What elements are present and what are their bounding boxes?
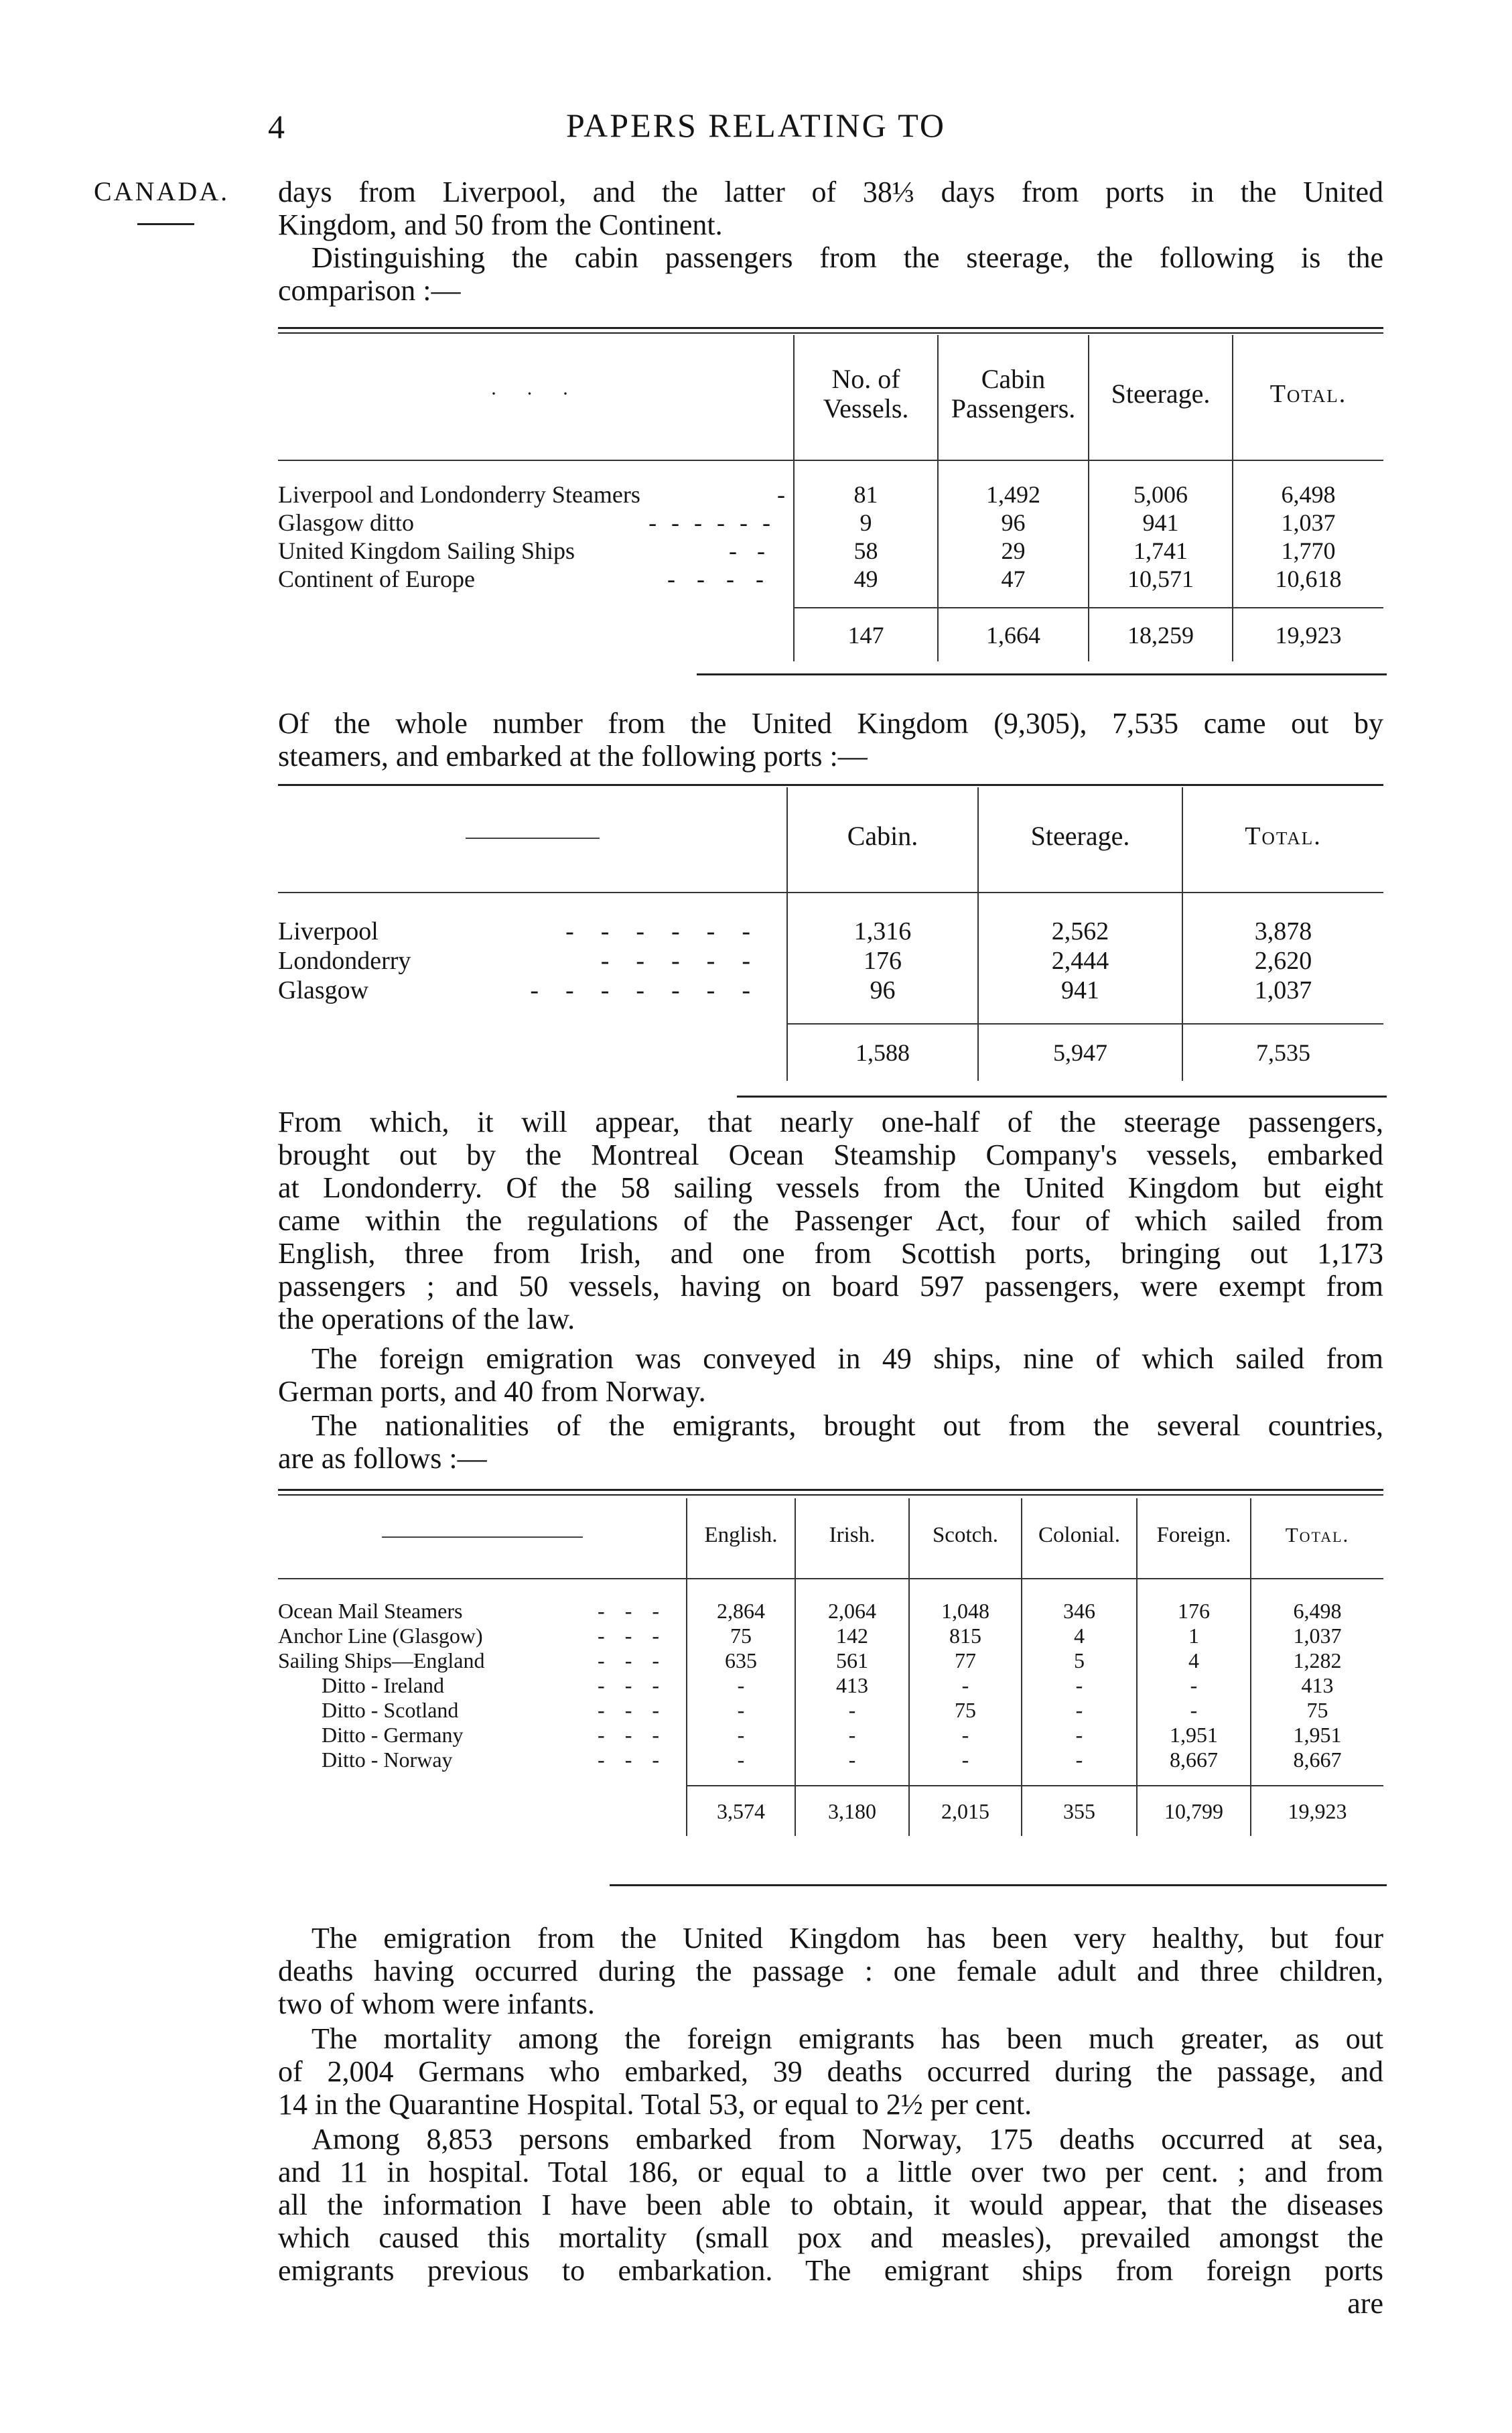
cell: - [687, 1698, 795, 1723]
text-line: Kingdom, and 50 from the Continent. [278, 208, 723, 241]
text-line: passengers ; and 50 vessels, having on board 597 passengers, were exempt from [278, 1270, 1383, 1303]
cell: 941 [1089, 509, 1233, 537]
table-row: United Kingdom Sailing Ships -- 58 29 1,741 1,770 [278, 537, 1383, 565]
row-label: Sailing Ships—England [278, 1648, 485, 1672]
cell: - [1022, 1748, 1137, 1772]
cell: 3,878 [1182, 917, 1383, 946]
cell: - [909, 1723, 1022, 1748]
cell: - [909, 1673, 1022, 1698]
cell: - [687, 1673, 795, 1698]
cell: 5,006 [1089, 480, 1233, 509]
total-cell: 7,535 [1182, 1024, 1383, 1081]
cell: - [1022, 1698, 1137, 1723]
cell: 75 [1251, 1698, 1383, 1723]
table3-col-total: Total. [1251, 1498, 1383, 1572]
cell: 2,064 [795, 1599, 909, 1624]
cell: 75 [909, 1698, 1022, 1723]
row-label: Londonderry [278, 947, 411, 975]
paragraph-2 [278, 707, 1383, 773]
row-label: Liverpool and Londonderry Steamers [278, 481, 640, 508]
cell: 1,316 [787, 917, 978, 946]
cell: 346 [1022, 1599, 1137, 1624]
table-row: Glasgow ditto ------ 9 96 941 1,037 [278, 509, 1383, 537]
table2-totals-row [278, 1024, 1383, 1081]
paragraph-4 [278, 1342, 1383, 1408]
table3-top-rule [278, 1489, 1383, 1491]
cell: 1,741 [1089, 537, 1233, 565]
text-line: The emigration from the United Kingdom has been very healthy, but four [312, 1922, 1383, 1955]
cell: 2,620 [1182, 946, 1383, 976]
table3-col-english: English. [687, 1498, 795, 1572]
cell: 6,498 [1233, 480, 1383, 509]
table3-totals-row [278, 1786, 1383, 1836]
table1-col-steerage: Steerage. [1089, 335, 1233, 452]
text-line: brought out by the Montreal Ocean Steamship Company's vessels, embarked [278, 1138, 1383, 1171]
cell: 75 [687, 1624, 795, 1648]
cell: 1,282 [1251, 1648, 1383, 1673]
cell: 58 [794, 537, 938, 565]
cell: 96 [787, 976, 978, 1005]
table1 [278, 335, 1383, 661]
margin-dash [137, 223, 194, 225]
row-label: Glasgow ditto [278, 509, 414, 536]
text-line: English, three from Irish, and one from Scottish ports, bringing out 1,173 [278, 1237, 1383, 1270]
text-line: of 2,004 Germans who embarked, 39 deaths occurred during the passage, and [278, 2055, 1383, 2088]
table1-bottom-rule [697, 673, 1387, 675]
cell: 10,571 [1089, 565, 1233, 593]
total-cell: 147 [794, 608, 938, 661]
table-row: Ditto - Scotland --- - - 75 - - 75 [278, 1698, 1383, 1723]
text-line: The nationalities of the emigrants, brought out from the several countries, [312, 1409, 1383, 1442]
row-label: United Kingdom Sailing Ships [278, 537, 575, 564]
paragraph-7 [278, 2022, 1383, 2121]
cell: 2,444 [978, 946, 1182, 976]
table-row: Ditto - Ireland --- - 413 - - - 413 [278, 1673, 1383, 1698]
table-row: Continent of Europe ---- 49 47 10,571 10,618 [278, 565, 1383, 593]
table-row: Anchor Line (Glasgow) --- 75 142 815 4 1 1,037 [278, 1624, 1383, 1648]
table2 [278, 787, 1383, 1081]
row-label: Liverpool [278, 917, 379, 945]
margin-label: CANADA. [94, 176, 230, 206]
table-row: Sailing Ships—England --- 635 561 77 5 4 1,282 [278, 1648, 1383, 1673]
table3-col-irish: Irish. [795, 1498, 909, 1572]
cell: 47 [938, 565, 1089, 593]
total-cell: 3,574 [687, 1786, 795, 1836]
row-label: Ditto - Scotland [322, 1698, 459, 1722]
table3-col-colonial: Colonial. [1022, 1498, 1137, 1572]
text-line: Distinguishing the cabin passengers from the steerage, the following is the [312, 241, 1383, 274]
row-label: Ditto - Germany [322, 1723, 464, 1747]
text-line: German ports, and 40 from Norway. [278, 1375, 706, 1408]
text-line: Among 8,853 persons embarked from Norway, 175 deaths occurred at sea, [312, 2123, 1383, 2156]
text-line: comparison :— [278, 274, 461, 307]
cell: 9 [794, 509, 938, 537]
text-line: From which, it will appear, that nearly one-half of the steerage passengers, [278, 1106, 1383, 1138]
text-line: at Londonderry. Of the 58 sailing vessels from the United Kingdom but eight [278, 1171, 1383, 1204]
table1-col-vessels: No. of Vessels. [794, 335, 938, 452]
cell: - [1022, 1723, 1137, 1748]
text-line: two of whom were infants. [278, 1987, 595, 2020]
text-line: which caused this mortality (small pox and measles), prevailed amongst the [278, 2221, 1383, 2254]
table1-col-cabin: Cabin Passengers. [938, 335, 1089, 452]
total-cell: 3,180 [795, 1786, 909, 1836]
paragraph-3 [278, 1106, 1383, 1335]
paragraph-6 [278, 1922, 1383, 2020]
cell: - [687, 1748, 795, 1772]
cell: - [795, 1698, 909, 1723]
table2-col-cabin: Cabin. [787, 787, 978, 884]
total-cell: 18,259 [1089, 608, 1233, 661]
cell: 413 [795, 1673, 909, 1698]
page-number: 4 [268, 108, 285, 145]
cell: 77 [909, 1648, 1022, 1673]
cell: 8,667 [1251, 1748, 1383, 1772]
text-line: all the information I have been able to obtain, it would appear, that the diseases [278, 2188, 1383, 2221]
cell: 6,498 [1251, 1599, 1383, 1624]
cell: 941 [978, 976, 1182, 1005]
cell: 4 [1022, 1624, 1137, 1648]
intro-paragraph [278, 176, 1383, 307]
text-line: came within the regulations of the Passenger Act, four of which sailed from [278, 1204, 1383, 1237]
cell: 1 [1137, 1624, 1251, 1648]
table3-header-row [278, 1498, 1383, 1572]
row-label: Anchor Line (Glasgow) [278, 1624, 483, 1648]
cell: - [909, 1748, 1022, 1772]
cell: 1,037 [1182, 976, 1383, 1005]
cell: 81 [794, 480, 938, 509]
catchword: are [1347, 2287, 1383, 2320]
cell: 49 [794, 565, 938, 593]
cell: 635 [687, 1648, 795, 1673]
table1-top-rule [278, 327, 1383, 329]
cell: 2,864 [687, 1599, 795, 1624]
total-cell: 19,923 [1233, 608, 1383, 661]
cell: - [1022, 1673, 1137, 1698]
text-line: and 11 in hospital. Total 186, or equal to a little over two per cent. ; and from [278, 2156, 1383, 2188]
table-row: Ditto - Norway --- - - - - 8,667 8,667 [278, 1748, 1383, 1772]
cell: 176 [787, 946, 978, 976]
total-cell: 5,947 [978, 1024, 1182, 1081]
cell: 1,037 [1251, 1624, 1383, 1648]
text-line: steamers, and embarked at the following ports :— [278, 740, 868, 773]
row-label: Ditto - Norway [322, 1748, 453, 1772]
table3-bottom-rule [610, 1884, 1387, 1886]
total-cell: 1,664 [938, 608, 1089, 661]
paragraph-5 [278, 1409, 1383, 1475]
row-label: Ocean Mail Steamers [278, 1599, 463, 1623]
row-label: Glasgow [278, 976, 369, 1004]
text-line: are as follows :— [278, 1442, 487, 1475]
cell: 96 [938, 509, 1089, 537]
total-cell: 1,588 [787, 1024, 978, 1081]
table-row: Ditto - Germany --- - - - - 1,951 1,951 [278, 1723, 1383, 1748]
cell: 1,037 [1233, 509, 1383, 537]
cell: - [795, 1723, 909, 1748]
text-line: 14 in the Quarantine Hospital. Total 53, or equal to 2½ per cent. [278, 2088, 1032, 2121]
table2-top-rule [278, 784, 1383, 786]
row-label: Ditto - Ireland [322, 1673, 445, 1697]
table2-col-steerage: Steerage. [978, 787, 1182, 884]
table-row: Ocean Mail Steamers --- 2,864 2,064 1,048 346 176 6,498 [278, 1599, 1383, 1624]
table2-bottom-rule [737, 1096, 1387, 1098]
table2-col-total: Total. [1182, 787, 1383, 884]
cell: 1,048 [909, 1599, 1022, 1624]
cell: 29 [938, 537, 1089, 565]
table2-header-row [278, 787, 1383, 884]
cell: 1,951 [1137, 1723, 1251, 1748]
cell: - [687, 1723, 795, 1748]
total-cell: 10,799 [1137, 1786, 1251, 1836]
cell: 10,618 [1233, 565, 1383, 593]
cell: 1,492 [938, 480, 1089, 509]
cell: - [1137, 1673, 1251, 1698]
table3-top-rule-2 [278, 1494, 1383, 1496]
cell: 1,770 [1233, 537, 1383, 565]
table-row: Glasgow ------- 96 941 1,037 [278, 976, 1383, 1005]
text-line: the operations of the law. [278, 1303, 575, 1335]
text-line: The mortality among the foreign emigrants has been much greater, as out [312, 2022, 1383, 2055]
cell: 176 [1137, 1599, 1251, 1624]
cell: 5 [1022, 1648, 1137, 1673]
cell: 2,562 [978, 917, 1182, 946]
cell: 8,667 [1137, 1748, 1251, 1772]
cell: 4 [1137, 1648, 1251, 1673]
paragraph-8 [278, 2123, 1383, 2320]
cell: 815 [909, 1624, 1022, 1648]
text-line: The foreign emigration was conveyed in 49 ships, nine of which sailed from [312, 1342, 1383, 1375]
cell: 1,951 [1251, 1723, 1383, 1748]
total-cell: 19,923 [1251, 1786, 1383, 1836]
text-line: deaths having occurred during the passage : one female adult and three children, [278, 1955, 1383, 1987]
table-row: Liverpool ------ 1,316 2,562 3,878 [278, 917, 1383, 946]
table1-header-row: · · · No. of Vessels. Cabin Passengers. Steerage. Total. [278, 335, 1383, 452]
table1-totals-row [278, 608, 1383, 661]
row-label: Continent of Europe [278, 566, 475, 592]
table3 [278, 1498, 1383, 1836]
total-cell: 355 [1022, 1786, 1137, 1836]
cell: 561 [795, 1648, 909, 1673]
text-line: days from Liverpool, and the latter of 38⅓ days from ports in the United [278, 176, 1383, 208]
table3-col-scotch: Scotch. [909, 1498, 1022, 1572]
total-cell: 2,015 [909, 1786, 1022, 1836]
table1-col-total: Total. [1233, 335, 1383, 452]
text-line: emigrants previous to embarkation. The emigrant ships from foreign ports [278, 2254, 1383, 2287]
table-row: Liverpool and Londonderry Steamers - 81 1,492 5,006 6,498 [278, 480, 1383, 509]
running-title: PAPERS RELATING TO [565, 107, 947, 144]
cell: - [795, 1748, 909, 1772]
cell: 413 [1251, 1673, 1383, 1698]
table3-col-foreign: Foreign. [1137, 1498, 1251, 1572]
text-line: Of the whole number from the United Kingdom (9,305), 7,535 came out by [278, 707, 1383, 740]
cell: 142 [795, 1624, 909, 1648]
table-row: Londonderry ----- 176 2,444 2,620 [278, 946, 1383, 976]
table1-top-rule-2 [278, 332, 1383, 334]
cell: - [1137, 1698, 1251, 1723]
